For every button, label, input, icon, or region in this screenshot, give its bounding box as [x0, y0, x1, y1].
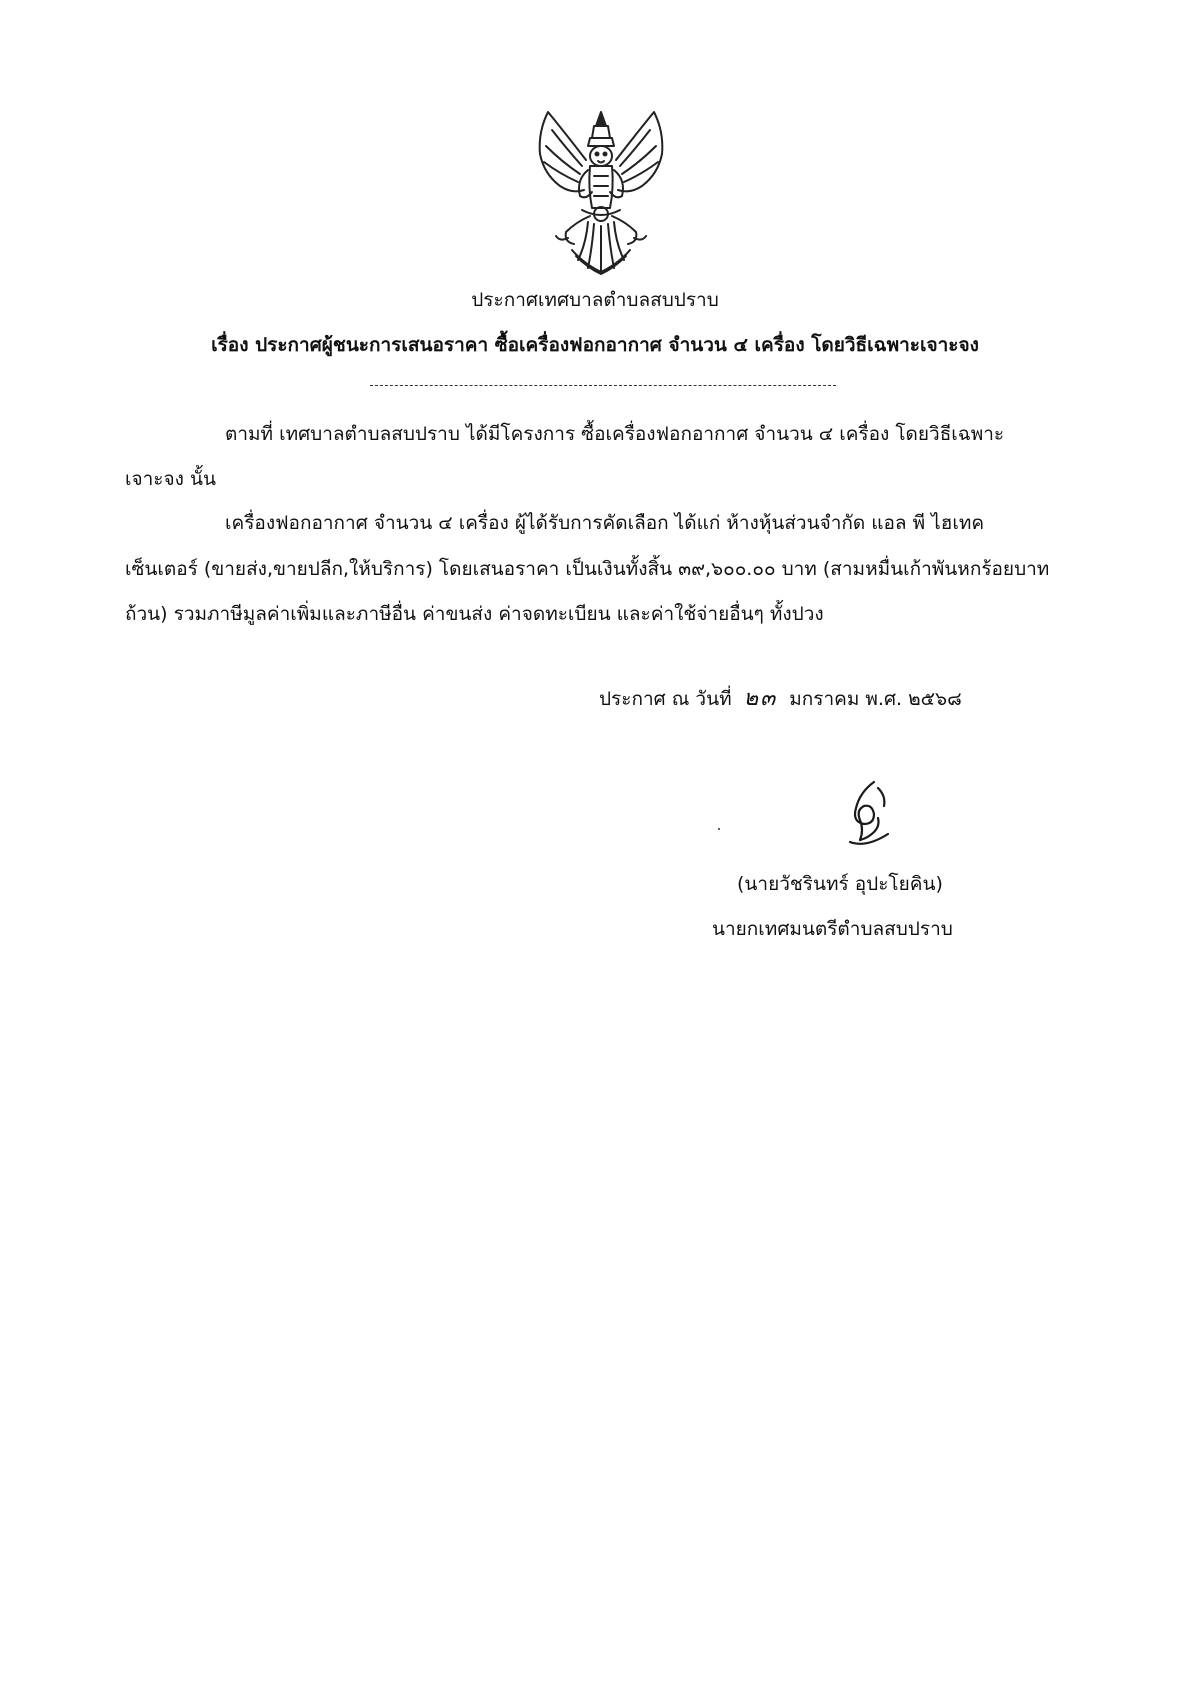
signer-name: (นายวัชรินทร์ อุปะโยคิน): [737, 873, 943, 895]
signer-position: นายกเทศมนตรีตำบลสบปราบ: [712, 918, 953, 940]
document-title: ประกาศเทศบาลตำบลสบปราบ: [471, 289, 719, 311]
paragraph-2-line-3: ถ้วน) รวมภาษีมูลค่าเพิ่มและภาษีอื่น ค่าขนส่ง ค่าจดทะเบียน และค่าใช้จ่ายอื่นๆ ทั้งปวง: [125, 603, 824, 625]
paragraph-2-line-2: เซ็นเตอร์ (ขายส่ง,ขายปลีก,ให้บริการ) โดยเสนอราคา เป็นเงินทั้งสิ้น ๓๙,๖๐๐.๐๐ บาท (สามหมื่นเก้าพันหกร้อยบาท: [125, 558, 1050, 580]
date-prefix: ประกาศ ณ วันที่: [599, 688, 732, 710]
paragraph-1-line-1: ตามที่ เทศบาลตำบลสบปราบ ได้มีโครงการ ซื้อเครื่องฟอกอากาศ จำนวน ๔ เครื่อง โดยวิธีเฉพาะ: [225, 423, 1005, 445]
garuda-emblem-icon: [526, 104, 676, 276]
date-suffix: มกราคม พ.ศ. ๒๕๖๘: [789, 688, 962, 710]
handwritten-signature-icon: [830, 778, 910, 860]
announcement-date: [599, 686, 962, 712]
document-subject: เรื่อง ประกาศผู้ชนะการเสนอราคา ซื้อเครื่องฟอกอากาศ จำนวน ๔ เครื่อง โดยวิธีเฉพาะเจาะจง: [211, 334, 979, 356]
paragraph-2-line-1: เครื่องฟอกอากาศ จำนวน ๔ เครื่อง ผู้ได้รับการคัดเลือก ได้แก่ ห้างหุ้นส่วนจำกัด แอล พี ไฮเทค: [225, 512, 985, 534]
ink-dot: [718, 828, 720, 830]
date-day: ๒๓: [743, 686, 778, 711]
paragraph-1-line-2: เจาะจง นั้น: [125, 468, 216, 490]
divider: [370, 385, 836, 386]
